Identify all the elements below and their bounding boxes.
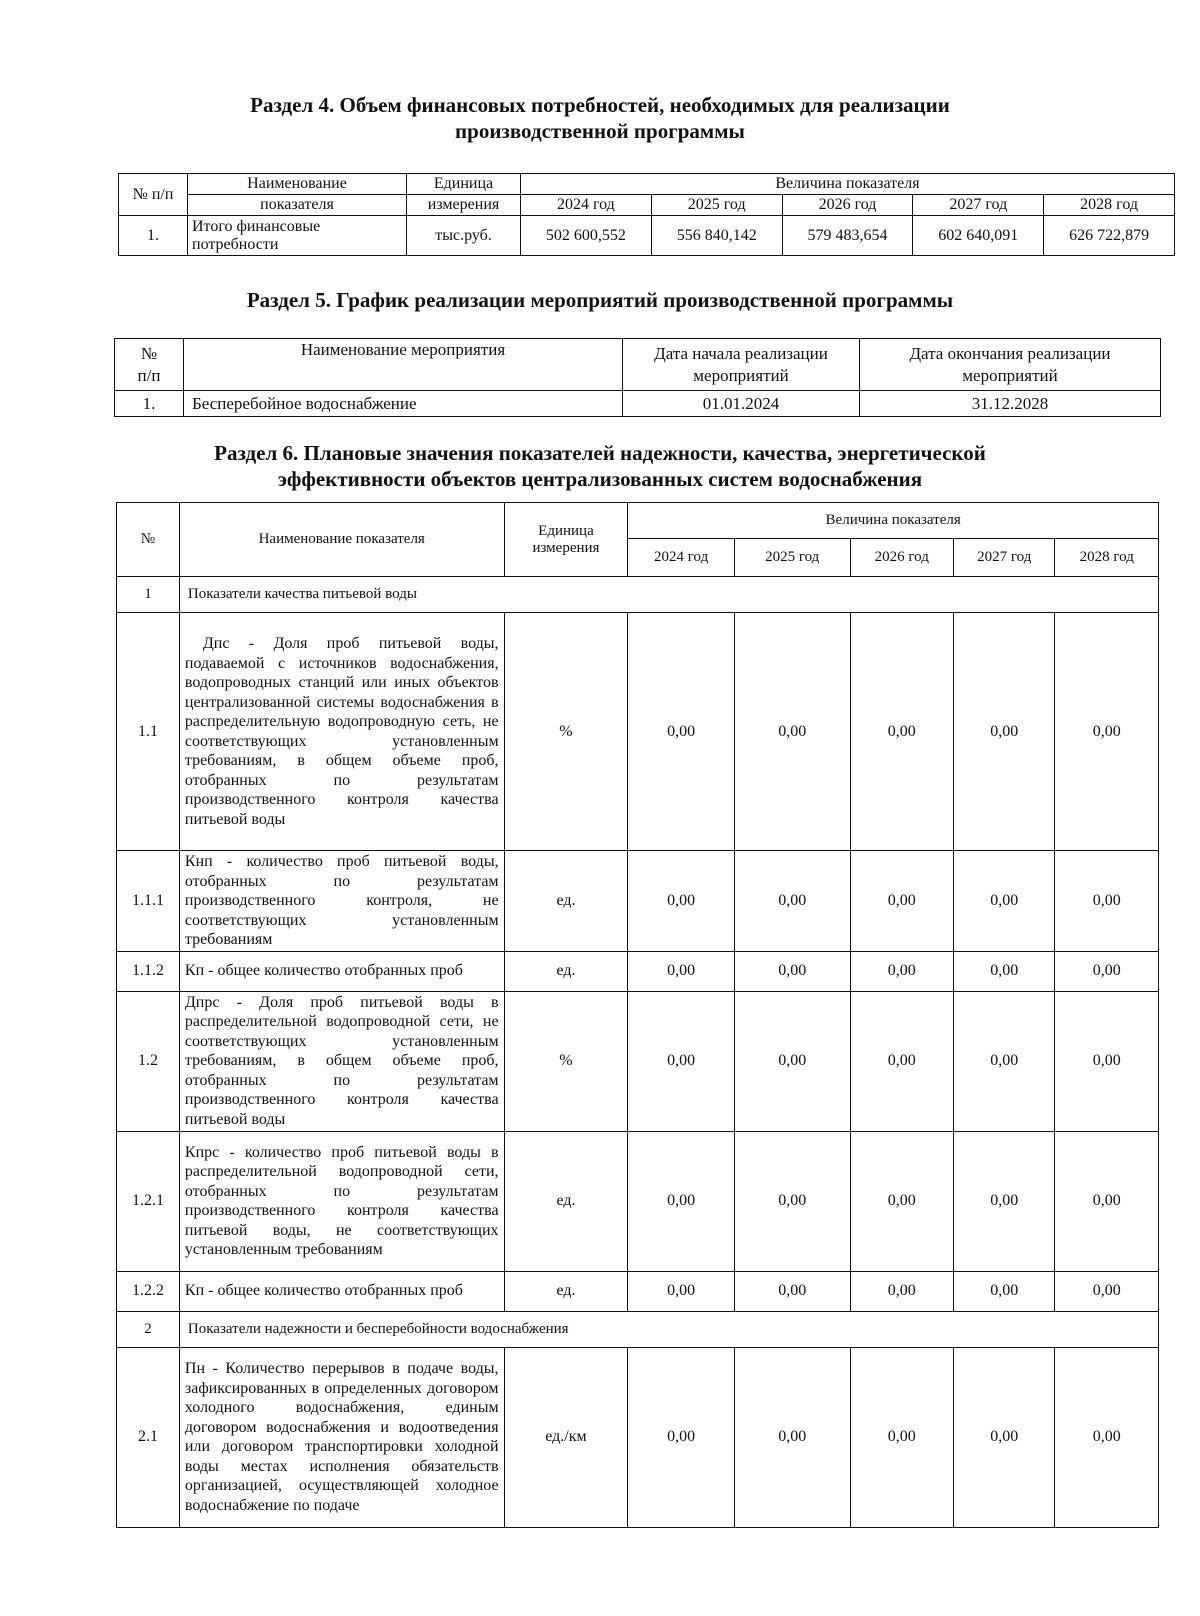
row-unit: ед. xyxy=(504,1131,628,1271)
row-value: 0,00 xyxy=(850,951,953,991)
header-value: Величина показателя xyxy=(521,174,1175,195)
row-end-date: 31.12.2028 xyxy=(860,391,1161,417)
row-num: 1. xyxy=(115,391,184,417)
row-name: Кпрс - количество проб питьевой воды в распределительной водопроводной сети, отобранных по результатам производственного контроля качества питьевой воды, не соответствующих установленным требованиям xyxy=(179,1131,504,1271)
section4-title-line2: производственной программы xyxy=(455,119,745,143)
row-value: 0,00 xyxy=(850,851,953,952)
row-value: 0,00 xyxy=(628,1347,735,1527)
row-value: 0,00 xyxy=(850,1271,953,1311)
row-value: 0,00 xyxy=(850,613,953,851)
row-num: 1.2.1 xyxy=(117,1131,180,1271)
header-year: 2026 год xyxy=(850,539,953,577)
table-row xyxy=(117,991,1159,1131)
row-value: 0,00 xyxy=(628,991,735,1131)
row-unit: ед. xyxy=(504,851,628,952)
table-row xyxy=(119,216,1175,256)
row-value: 0,00 xyxy=(954,991,1055,1131)
row-value: 0,00 xyxy=(1055,991,1159,1131)
header-name-line1: Наименование xyxy=(188,174,407,195)
row-event-name: Бесперебойное водоснабжение xyxy=(184,391,623,417)
row-num: 1.2.2 xyxy=(117,1271,180,1311)
header-num: № п/п xyxy=(119,174,188,216)
row-name: Дпрс - Доля проб питьевой воды в распределительной водопроводной сети, не соответствующих установленным требованиям, в общем объеме проб, отобранных по результатам производственного контроля качества питьевой воды xyxy=(179,991,504,1131)
header-num: № xyxy=(117,503,180,577)
table-row xyxy=(117,851,1159,952)
row-value: 579 483,654 xyxy=(782,216,913,256)
row-value: 0,00 xyxy=(1055,1271,1159,1311)
row-value: 0,00 xyxy=(734,1271,850,1311)
header-year: 2026 год xyxy=(782,195,913,216)
row-num: 2.1 xyxy=(117,1347,180,1527)
row-value: 0,00 xyxy=(628,951,735,991)
row-value: 602 640,091 xyxy=(913,216,1044,256)
row-value: 556 840,142 xyxy=(651,216,782,256)
row-value: 0,00 xyxy=(954,851,1055,952)
row-unit: ед. xyxy=(504,951,628,991)
row-name: Кп - общее количество отобранных проб xyxy=(179,951,504,991)
row-value: 0,00 xyxy=(954,613,1055,851)
row-value: 0,00 xyxy=(628,1271,735,1311)
header-num-line1: № xyxy=(140,343,158,363)
row-num: 1. xyxy=(119,216,188,256)
row-value: 0,00 xyxy=(850,991,953,1131)
row-value: 0,00 xyxy=(734,951,850,991)
header-name: Наименование показателя xyxy=(179,503,504,577)
header-year: 2025 год xyxy=(651,195,782,216)
row-unit: ед./км xyxy=(504,1347,628,1527)
row-value: 0,00 xyxy=(1055,1131,1159,1271)
row-value: 0,00 xyxy=(954,951,1055,991)
row-value: 0,00 xyxy=(954,1131,1055,1271)
table-row xyxy=(117,1347,1159,1527)
table-row xyxy=(117,1271,1159,1311)
row-num: 1.1.1 xyxy=(117,851,180,952)
row-value: 626 722,879 xyxy=(1044,216,1175,256)
header-year: 2027 год xyxy=(913,195,1044,216)
table-row xyxy=(117,1131,1159,1271)
table-row xyxy=(117,613,1159,851)
header-unit-line2: измерения xyxy=(407,195,521,216)
row-value: 0,00 xyxy=(628,613,735,851)
header-year: 2028 год xyxy=(1044,195,1175,216)
row-name-line1: Итого финансовые xyxy=(192,217,321,235)
row-value: 0,00 xyxy=(954,1347,1055,1527)
group-name: Показатели надежности и бесперебойности водоснабжения xyxy=(179,1311,1158,1347)
row-num: 1.1.2 xyxy=(117,951,180,991)
header-end-line1: Дата окончания реализации xyxy=(909,343,1111,363)
row-value: 0,00 xyxy=(734,1347,850,1527)
row-value: 0,00 xyxy=(628,851,735,952)
row-value: 0,00 xyxy=(734,851,850,952)
row-name: Пн - Количество перерывов в подаче воды, зафиксированных в определенных договором холодного водоснабжения, единым договором водоснабжения и водоотведения или договором транспортировки холодной воды местах исполнения обязательств организацией, осуществляющей холодное водоснабжение по подаче xyxy=(179,1347,504,1527)
section4-title-line1: Раздел 4. Объем финансовых потребностей, необходимых для реализации xyxy=(250,93,950,117)
row-unit: тыс.руб. xyxy=(407,216,521,256)
row-value: 0,00 xyxy=(1055,613,1159,851)
row-unit: % xyxy=(504,613,628,851)
group-row xyxy=(117,1311,1159,1347)
row-value: 0,00 xyxy=(734,613,850,851)
indicators-table xyxy=(116,502,1159,1528)
header-year: 2027 год xyxy=(954,539,1055,577)
header-year: 2024 год xyxy=(521,195,652,216)
row-value: 0,00 xyxy=(954,1271,1055,1311)
header-unit-line2: измерения xyxy=(532,539,600,556)
row-value: 502 600,552 xyxy=(521,216,652,256)
header-start-line2: мероприятий xyxy=(693,365,789,385)
header-num-line2: п/п xyxy=(137,365,161,385)
header-value: Величина показателя xyxy=(628,503,1159,539)
row-name: Кнп - количество проб питьевой воды, отобранных по результатам производственного контроля, не соответствующих установленным требованиям xyxy=(179,851,504,952)
row-value: 0,00 xyxy=(734,1131,850,1271)
group-name: Показатели качества питьевой воды xyxy=(179,577,1158,613)
group-num: 1 xyxy=(117,577,180,613)
row-value: 0,00 xyxy=(628,1131,735,1271)
row-unit: ед. xyxy=(504,1271,628,1311)
section6-title-line1: Раздел 6. Плановые значения показателей надежности, качества, энергетической xyxy=(214,441,986,465)
row-value: 0,00 xyxy=(734,991,850,1131)
table-row xyxy=(115,391,1161,417)
header-year: 2025 год xyxy=(734,539,850,577)
row-name: Кп - общее количество отобранных проб xyxy=(179,1271,504,1311)
header-event-name: Наименование мероприятия xyxy=(184,339,623,391)
header-unit-line1: Единица xyxy=(407,174,521,195)
group-num: 2 xyxy=(117,1311,180,1347)
header-start-line1: Дата начала реализации xyxy=(654,343,828,363)
header-name-line2: показателя xyxy=(188,195,407,216)
row-value: 0,00 xyxy=(850,1131,953,1271)
row-num: 1.2 xyxy=(117,991,180,1131)
row-value: 0,00 xyxy=(1055,851,1159,952)
header-year: 2024 год xyxy=(628,539,735,577)
row-value: 0,00 xyxy=(1055,1347,1159,1527)
header-unit-line1: Единица xyxy=(538,522,594,539)
row-unit: % xyxy=(504,991,628,1131)
section6-title-line2: эффективности объектов централизованных систем водоснабжения xyxy=(277,467,923,491)
row-name: Дпс - Доля проб питьевой воды, подаваемой с источников водоснабжения, водопроводных станций или иных объектов централизованной системы водоснабжения в распределительную водопроводную сеть, не соответствующих установленным требованиям, в общем объеме проб, отобранных по результатам производственного контроля качества питьевой воды xyxy=(179,613,504,851)
schedule-table xyxy=(114,338,1161,417)
row-start-date: 01.01.2024 xyxy=(623,391,860,417)
row-num: 1.1 xyxy=(117,613,180,851)
group-row xyxy=(117,577,1159,613)
header-end-line2: мероприятий xyxy=(962,365,1058,385)
header-year: 2028 год xyxy=(1055,539,1159,577)
row-value: 0,00 xyxy=(850,1347,953,1527)
row-name-line2: потребности xyxy=(192,235,279,253)
financial-needs-table xyxy=(118,173,1175,256)
table-row xyxy=(117,951,1159,991)
section5-title: Раздел 5. График реализации мероприятий производственной программы xyxy=(246,288,954,312)
row-value: 0,00 xyxy=(1055,951,1159,991)
